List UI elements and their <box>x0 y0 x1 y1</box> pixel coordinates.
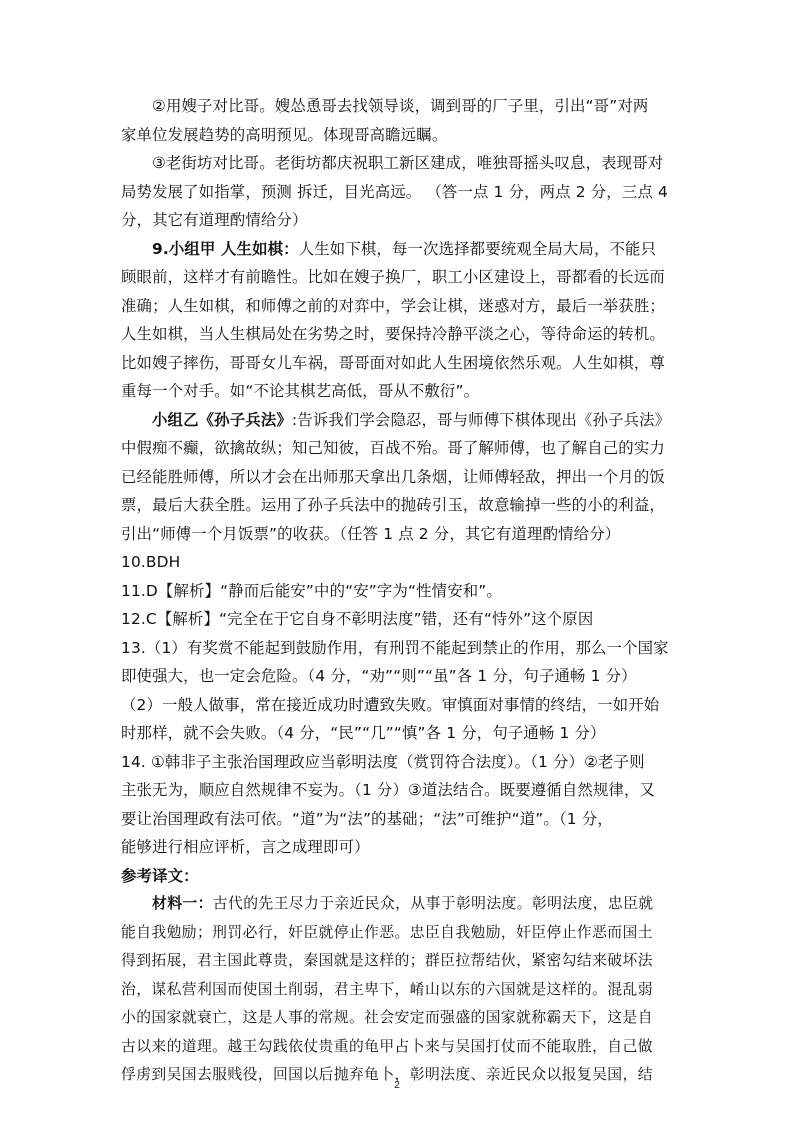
text-line <box>121 149 681 178</box>
line-text: 能自我勉励；刑罚必行，奸臣就停止作恶。忠臣自我勉励，奸臣停止作恶而国土 <box>121 923 653 941</box>
line-text: （2）一般人做事，常在接近成功时遭致失败。审慎面对事情的终结，一如开始 <box>121 695 660 714</box>
text-line <box>121 548 681 577</box>
text-line <box>121 662 681 691</box>
text-line <box>121 691 681 720</box>
line-text: 能够进行相应评析，言之成理即可） <box>121 838 370 856</box>
bold-heading: 小组乙《孙子兵法》 <box>152 410 292 429</box>
text-line <box>121 491 681 520</box>
line-text: 局势发展了如指掌，预测 拆迁，目光高远。 （答一点 1 分，两点 2 分，三点 4 <box>121 182 668 201</box>
line-text: 家单位发展趋势的高明预见。体现哥高瞻远瞩。 <box>121 125 448 144</box>
line-text: 得到拓展，君主国此尊贵，秦国就是这样的；群臣拉帮结伙，紧密勾结来破坏法 <box>121 952 653 969</box>
text-line <box>121 577 681 606</box>
text-line <box>121 178 681 207</box>
text-line <box>121 890 681 919</box>
text-line <box>121 947 681 976</box>
line-text: 12.C【解析】“完全在于它自身不彰明法度”错，还有“恃外”这个原因 <box>121 610 594 628</box>
text-line <box>121 92 681 121</box>
line-text: 票，最后大获全胜。运用了孙子兵法中的抛砖引玉，故意输掉一些的小的利益， <box>121 496 665 514</box>
text-line <box>121 719 681 748</box>
text-line <box>121 206 681 235</box>
bold-heading: 材料一： <box>152 895 213 912</box>
line-text: 10.BDH <box>121 553 181 571</box>
translation-text-block <box>121 890 681 1090</box>
text-line <box>121 748 681 777</box>
page-number: 2 <box>394 1080 400 1091</box>
line-text: 比如嫂子摔伤，哥哥女儿车祸，哥哥面对如此人生困境依然乐观。人生如棋，尊 <box>121 353 665 372</box>
line-text: 要让治国理政有法可依。“道”为“法”的基础；“法”可维护“道”。（1 分， <box>121 809 613 828</box>
text-line <box>121 263 681 292</box>
answer-text-block <box>121 92 681 890</box>
line-text: 人生如下棋，每一次选择都要统观全局大局，不能只 <box>298 239 657 258</box>
text-line <box>121 805 681 834</box>
text-line <box>121 833 681 862</box>
line-text: 即使强大，也一定会危险。（4 分，“劝”“则”“虽”各 1 分，句子通畅 1 分） <box>121 667 637 685</box>
line-text: 11.D【解析】“静而后能安”中的“安”字为“性情安和”。 <box>121 581 502 600</box>
line-text: 治，谋私营利国而使国土削弱，君主卑下，崤山以东的六国就是这样的。混乱弱 <box>121 980 653 998</box>
text-line <box>121 776 681 805</box>
line-text: ③老街坊对比哥。老街坊都庆祝职工新区建成，唯独哥摇头叹息，表现哥对 <box>152 154 664 172</box>
line-text: 时那样，就不会失败。（4 分，“民”“几”“慎”各 1 分，句子通畅 1 分） <box>121 724 606 742</box>
bold-heading: 参考译文： <box>121 866 199 885</box>
line-text: 古代的先王尽力于亲近民众，从事于彰明法度。彰明法度，忠臣就 <box>212 895 654 912</box>
line-text: 准确；人生如棋，和师傅之前的对弈中，学会让棋，迷惑对方，最后一举获胜； <box>121 296 665 315</box>
line-text: 分，其它有道理酌情给分） <box>121 211 308 229</box>
text-line <box>121 292 681 321</box>
line-text: 14. ①韩非子主张治国理政应当彰明法度（赏罚符合法度）。（1 分）②老子则 <box>121 752 645 771</box>
text-line <box>121 862 681 891</box>
bold-heading: 9.小组甲 人生如棋： <box>152 239 299 258</box>
text-line <box>121 1033 681 1062</box>
line-text: 主张无为，顺应自然规律不妄为。（1 分）③道法结合。既要遵循自然规律，又 <box>121 781 656 799</box>
text-line <box>121 919 681 948</box>
text-line <box>121 434 681 463</box>
line-text: :告诉我们学会隐忍，哥与师傅下棋体现出《孙子兵法》 <box>291 410 671 429</box>
line-text: 13.（1）有奖赏不能起到鼓励作用，有刑罚不能起到禁止的作用，那么一个国家 <box>121 638 669 657</box>
text-line <box>121 520 681 549</box>
line-text: 俘虏到吴国去服贱役，回国以后抛弃龟卜，彰明法度、亲近民众以报复吴国，结 <box>121 1066 653 1083</box>
line-text: 已经能胜师傅，所以才会在出师那天拿出几条烟，让师傅轻敌，押出一个月的饭 <box>121 467 665 486</box>
line-text: 人生如棋，当人生棋局处在劣势之时，要保持冷静平淡之心，等待命运的转机。 <box>121 325 665 343</box>
text-line <box>121 235 681 264</box>
line-text: 顾眼前，这样才有前瞻性。比如在嫂子换厂，职工小区建设上，哥都看的长远而 <box>121 268 665 286</box>
line-text: ②用嫂子对比哥。嫂怂恿哥去找领导谈，调到哥的厂子里，引出“哥”对两 <box>152 97 649 115</box>
text-line <box>121 463 681 492</box>
text-line <box>121 377 681 406</box>
text-line <box>121 976 681 1005</box>
line-text: 引出“师傅一个月饭票”的收获。（任答 1 点 2 分，其它有道理酌情给分） <box>121 524 621 543</box>
line-text: 古以来的道理。越王勾践依仗贵重的龟甲占卜来与吴国打仗而不能取胜，自己做 <box>121 1037 653 1055</box>
text-line <box>121 349 681 378</box>
text-line <box>121 320 681 349</box>
text-line <box>121 1004 681 1033</box>
document-page <box>121 92 681 1090</box>
line-text: 重每一个对手。如“不论其棋艺高低，哥从不敷衍”。 <box>121 382 480 400</box>
text-line <box>121 634 681 663</box>
line-text: 中假痴不癫，欲擒故纵；知己知彼，百战不殆。哥了解师傅，也了解自己的实力 <box>121 439 665 457</box>
text-line <box>121 406 681 435</box>
text-line <box>121 121 681 150</box>
line-text: 小的国家就衰亡，这是人事的常规。社会安定而强盛的国家就称霸天下，这是自 <box>121 1009 653 1026</box>
text-line <box>121 605 681 634</box>
